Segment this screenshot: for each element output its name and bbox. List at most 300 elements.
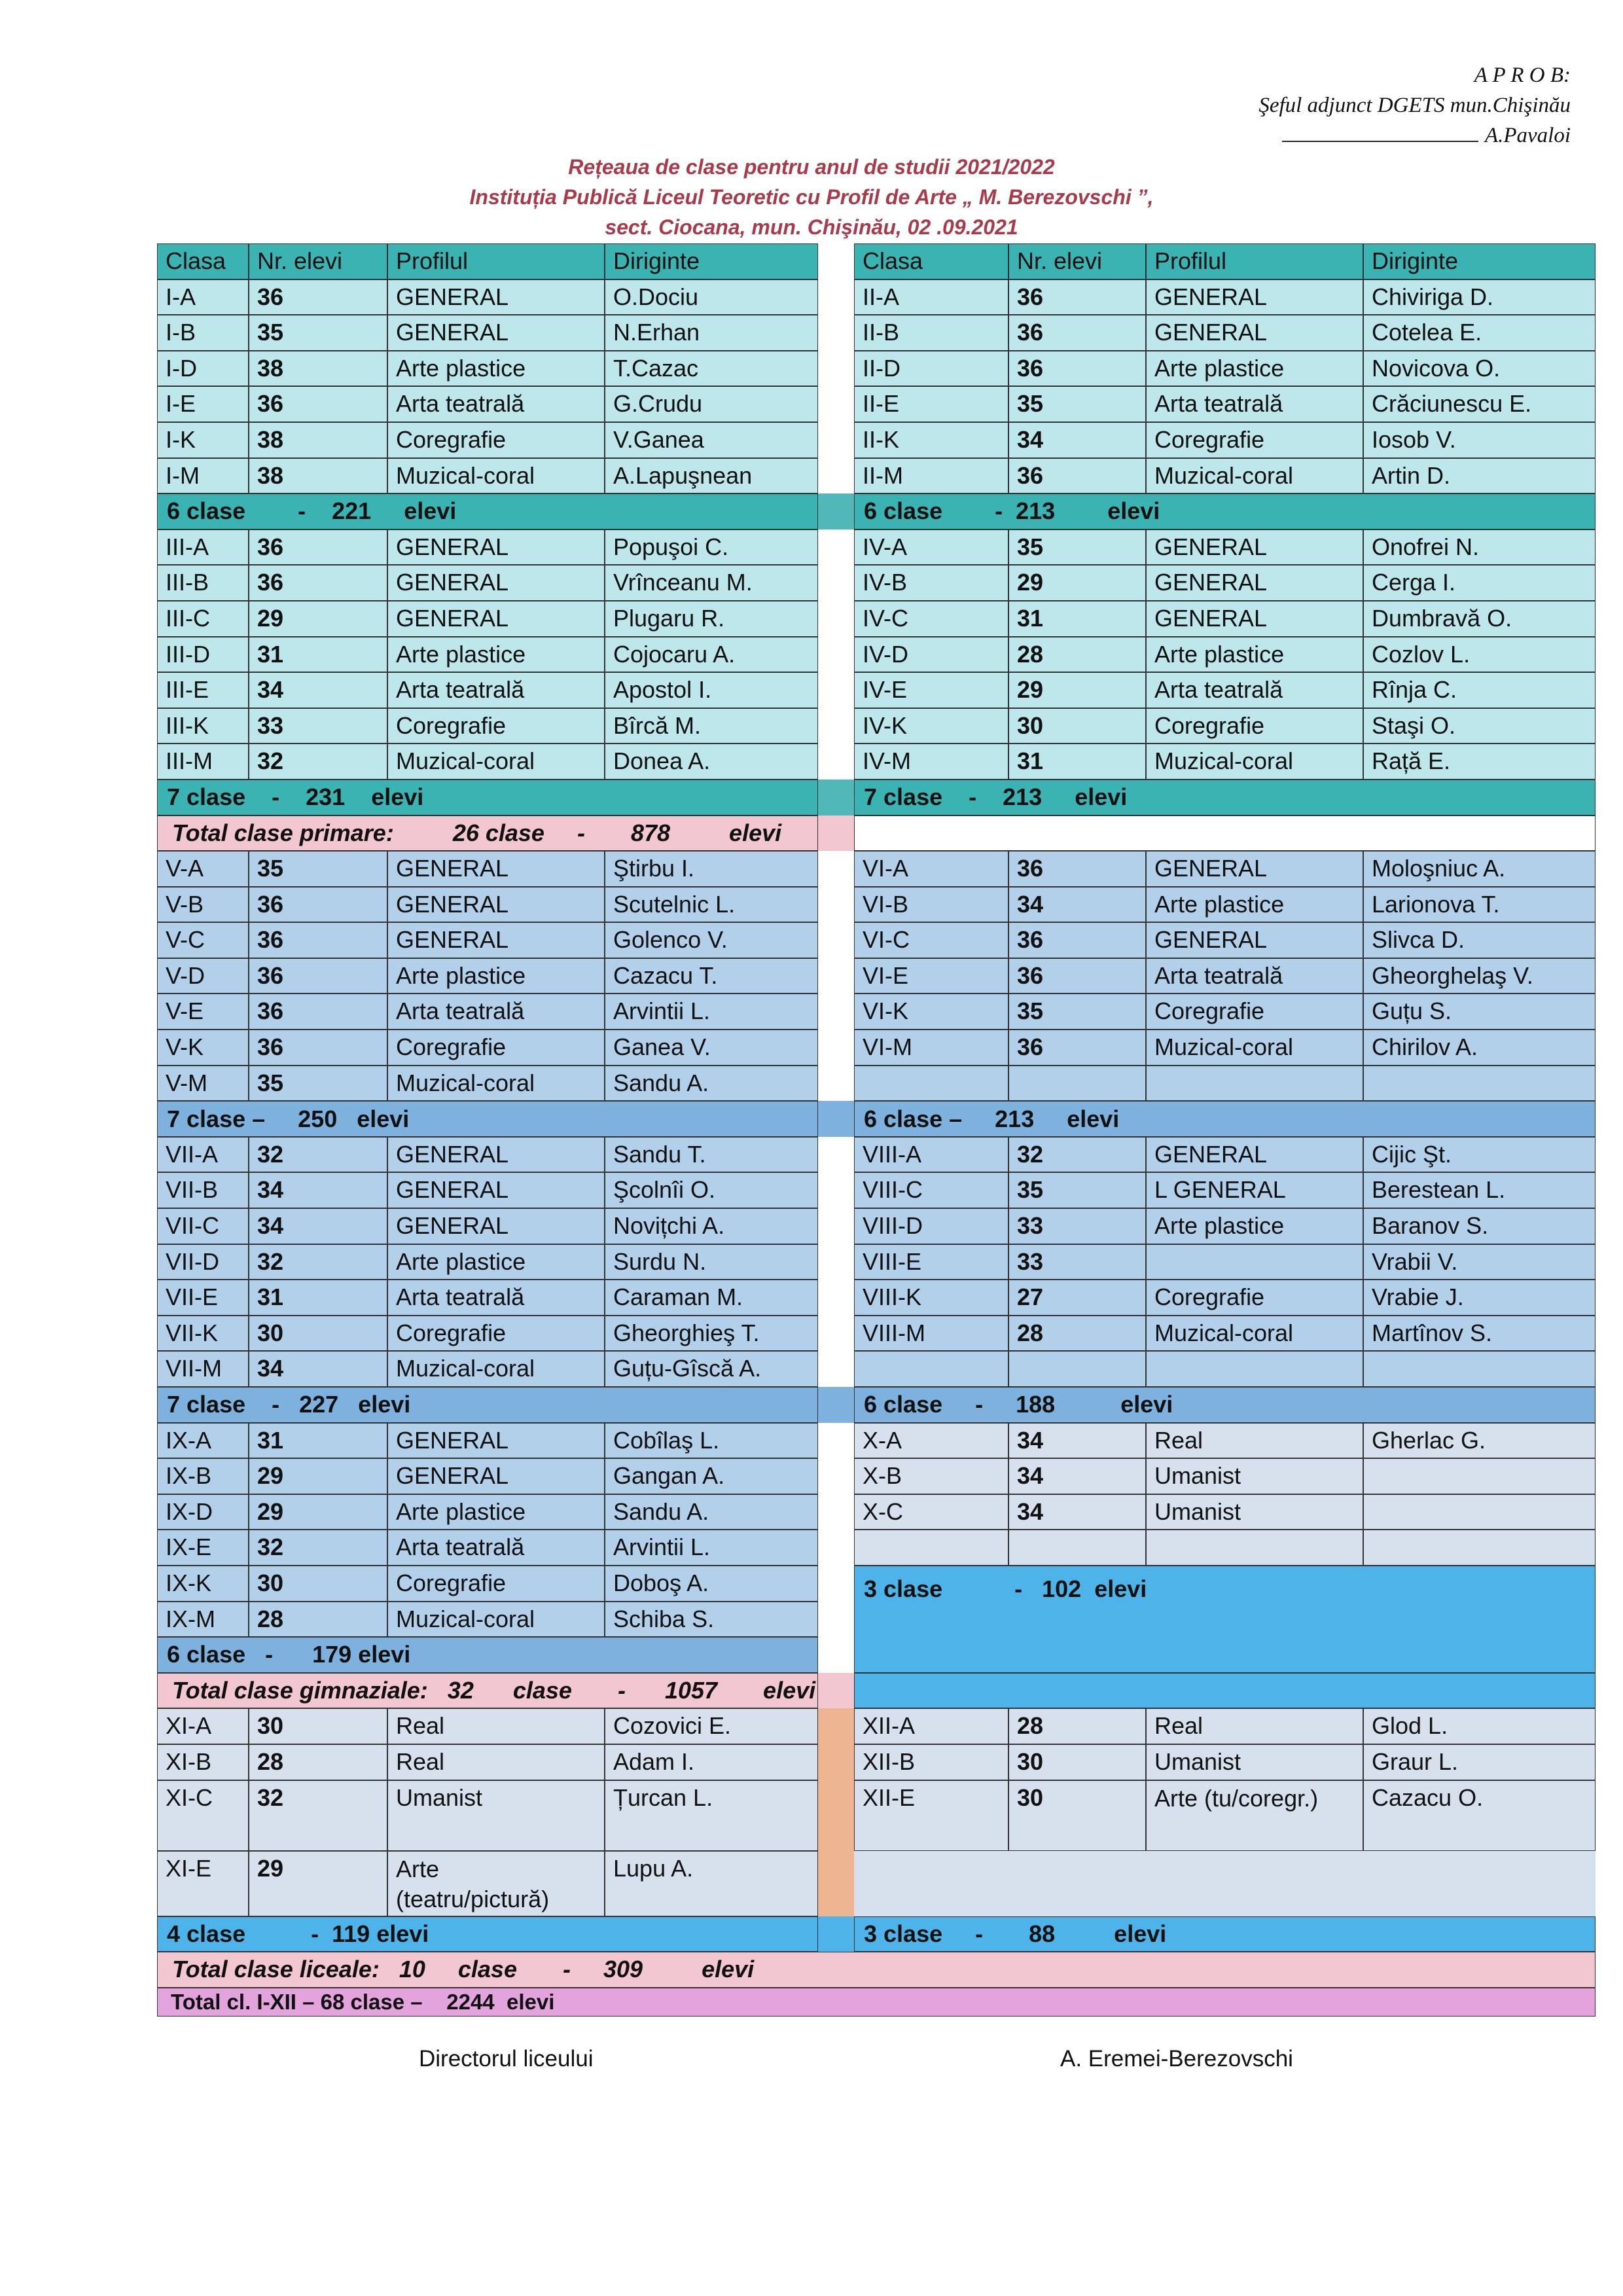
right-block (854, 851, 1596, 887)
column-gap (818, 708, 854, 744)
students-cell: 28 (1008, 1316, 1146, 1352)
table-row (157, 1137, 1596, 1173)
right-block (854, 1351, 1596, 1387)
summary-right: 3 clase - 88 elevi (854, 1916, 1596, 1952)
class-cell: III-C (157, 601, 249, 637)
approval-signer: A.Pavaloi (1484, 124, 1571, 147)
students-cell: 34 (249, 1172, 387, 1208)
class-cell: VI-B (854, 887, 1008, 923)
profile-cell: GENERAL (1146, 565, 1363, 601)
grand-total-row (157, 1988, 1596, 2017)
teacher-cell: Artin D. (1363, 458, 1596, 494)
teacher-cell (1363, 1458, 1596, 1494)
students-cell: 36 (249, 922, 387, 958)
table-row (157, 1494, 1596, 1530)
class-cell: I-E (157, 386, 249, 422)
teacher-cell: V.Ganea (605, 422, 818, 458)
heading-line-2: Instituția Publică Liceul Teoretic cu Profil de Arte „ M. Berezovschi ”, (469, 185, 1154, 209)
class-cell: II-K (854, 422, 1008, 458)
profile-cell: GENERAL (1146, 1137, 1363, 1173)
right-block (854, 279, 1596, 315)
column-gap (818, 1916, 854, 1952)
teacher-cell: Chiviriga D. (1363, 279, 1596, 315)
class-cell: IV-K (854, 708, 1008, 744)
teacher-cell: Arvintii L. (605, 1530, 818, 1566)
students-cell: 36 (1008, 851, 1146, 887)
left-block (157, 1602, 818, 1638)
teacher-cell: Moloşniuc A. (1363, 851, 1596, 887)
class-cell: VII-E (157, 1280, 249, 1316)
right-block (854, 887, 1596, 923)
profile-cell: Arte plastice (1146, 887, 1363, 923)
signature-blank (1282, 121, 1478, 142)
header-cell: Profilul (1146, 243, 1363, 279)
profile-cell: GENERAL (387, 565, 605, 601)
left-block (157, 1351, 818, 1387)
profile-cell: Arta teatrală (387, 672, 605, 708)
profile-cell: Muzical-coral (387, 1351, 605, 1387)
left-block (157, 351, 818, 387)
column-gap (818, 1066, 854, 1102)
column-gap (818, 1673, 854, 1709)
right-block (854, 1673, 1596, 1709)
table-row (157, 279, 1596, 315)
table-row (157, 637, 1596, 673)
profile-cell: GENERAL (1146, 279, 1363, 315)
column-gap (818, 1351, 854, 1387)
header-cell: Nr. elevi (1008, 243, 1146, 279)
teacher-cell: Caraman M. (605, 1280, 818, 1316)
students-cell: 31 (249, 1423, 387, 1459)
summary-row (157, 780, 1596, 816)
header-cell: Diriginte (1363, 243, 1596, 279)
students-cell: 28 (249, 1744, 387, 1780)
right-block (854, 458, 1596, 494)
teacher-cell: Slivca D. (1363, 922, 1596, 958)
profile-cell: GENERAL (1146, 601, 1363, 637)
teacher-cell: Cobîlaş L. (605, 1423, 818, 1459)
students-cell: 29 (249, 601, 387, 637)
teacher-cell: Rață E. (1363, 744, 1596, 780)
students-cell: 30 (249, 1566, 387, 1602)
class-cell: XI-B (157, 1744, 249, 1780)
class-cell: I-B (157, 315, 249, 351)
profile-cell: Coregrafie (1146, 1280, 1363, 1316)
table-row (157, 601, 1596, 637)
profile-cell: Arte plastice (387, 351, 605, 387)
table-row (157, 386, 1596, 422)
column-gap (818, 1280, 854, 1316)
left-block (157, 1208, 818, 1244)
profile-cell: GENERAL (387, 315, 605, 351)
teacher-cell: Cozlov L. (1363, 637, 1596, 673)
class-cell: III-K (157, 708, 249, 744)
right-block (854, 637, 1596, 673)
students-cell: 36 (249, 386, 387, 422)
column-gap (818, 851, 854, 887)
profile-cell: Arte (teatru/pictură) (387, 1851, 605, 1916)
profile-cell: Coregrafie (387, 708, 605, 744)
class-cell: I-A (157, 279, 249, 315)
class-cell: VII-K (157, 1316, 249, 1352)
header-cell: Clasa (854, 243, 1008, 279)
right-block (854, 351, 1596, 387)
right-block (854, 422, 1596, 458)
students-cell: 32 (249, 1244, 387, 1280)
profile-cell: Coregrafie (387, 1316, 605, 1352)
teacher-cell: Berestean L. (1363, 1172, 1596, 1208)
summary-left: 7 clase - 231 elevi (157, 780, 818, 816)
left-block (157, 1851, 818, 1916)
profile-cell: Coregrafie (387, 1030, 605, 1066)
column-gap (818, 1744, 854, 1780)
column-gap (818, 1172, 854, 1208)
profile-cell: Umanist (1146, 1458, 1363, 1494)
class-cell: V-K (157, 1030, 249, 1066)
heading-line-3: sect. Ciocana, mun. Chişinău, 02 .09.2021 (605, 215, 1018, 239)
teacher-cell: Cozovici E. (605, 1708, 818, 1744)
summary-right: 6 clase - 213 elevi (854, 493, 1596, 529)
class-cell: XII-B (854, 1744, 1008, 1780)
class-cell: IV-A (854, 529, 1008, 565)
teacher-cell (1363, 1066, 1596, 1102)
class-cell: XII-A (854, 1708, 1008, 1744)
column-gap (818, 386, 854, 422)
class-cell: VII-C (157, 1208, 249, 1244)
profile-cell: Umanist (1146, 1494, 1363, 1530)
profile-cell (1146, 1351, 1363, 1387)
teacher-cell: Crăciunescu E. (1363, 386, 1596, 422)
right-block (854, 1208, 1596, 1244)
students-cell: 36 (249, 565, 387, 601)
class-cell: XI-E (157, 1851, 249, 1916)
right-block (854, 744, 1596, 780)
left-block (157, 1030, 818, 1066)
right-block (854, 1316, 1596, 1352)
left-block (157, 1780, 818, 1851)
column-gap (818, 315, 854, 351)
left-block (157, 1916, 818, 1952)
right-block (854, 1744, 1596, 1780)
right-block (854, 529, 1596, 565)
left-block (157, 637, 818, 673)
teacher-cell: Gherlac G. (1363, 1423, 1596, 1459)
profile-cell: GENERAL (387, 922, 605, 958)
right-block (854, 958, 1596, 994)
profile-cell: Arte plastice (1146, 351, 1363, 387)
class-cell: IX-D (157, 1494, 249, 1530)
teacher-cell (1363, 1351, 1596, 1387)
class-cell: VIII-C (854, 1172, 1008, 1208)
teacher-cell: Baranov S. (1363, 1208, 1596, 1244)
teacher-cell: Surdu N. (605, 1244, 818, 1280)
director-title: Directorul liceului (419, 2046, 594, 2072)
teacher-cell: Țurcan L. (605, 1780, 818, 1851)
profile-cell: GENERAL (387, 1137, 605, 1173)
students-cell: 33 (1008, 1208, 1146, 1244)
students-cell: 38 (249, 422, 387, 458)
students-cell: 35 (1008, 386, 1146, 422)
class-cell: V-B (157, 887, 249, 923)
teacher-cell: Golenco V. (605, 922, 818, 958)
class-cell: III-B (157, 565, 249, 601)
summary-row (157, 493, 1596, 529)
students-cell: 32 (249, 1137, 387, 1173)
profile-cell: Real (387, 1708, 605, 1744)
students-cell: 34 (1008, 1494, 1146, 1530)
profile-cell: Arte plastice (1146, 637, 1363, 673)
column-gap (818, 601, 854, 637)
left-block (157, 672, 818, 708)
column-gap (818, 1137, 854, 1173)
table-row (157, 351, 1596, 387)
right-block (854, 315, 1596, 351)
grand-total: Total cl. I-XII – 68 clase – 2244 elevi (157, 1988, 1596, 2017)
teacher-cell: O.Dociu (605, 279, 818, 315)
teacher-cell: Ştirbu I. (605, 851, 818, 887)
right-block (854, 780, 1596, 816)
teacher-cell: Cerga I. (1363, 565, 1596, 601)
table-row (157, 1316, 1596, 1352)
right-block (854, 1066, 1596, 1102)
profile-cell: Arta teatrală (387, 1280, 605, 1316)
teacher-cell: Staşi O. (1363, 708, 1596, 744)
students-cell: 36 (249, 279, 387, 315)
teacher-cell: Plugaru R. (605, 601, 818, 637)
profile-cell: Umanist (1146, 1744, 1363, 1780)
teacher-cell: Cojocaru A. (605, 637, 818, 673)
class-cell (854, 1351, 1008, 1387)
students-cell: 27 (1008, 1280, 1146, 1316)
left-block (157, 1744, 818, 1780)
table-row (157, 1066, 1596, 1102)
students-cell: 34 (1008, 1423, 1146, 1459)
students-cell: 34 (1008, 1458, 1146, 1494)
summary-right: 6 clase – 213 elevi (854, 1101, 1596, 1137)
table-row (157, 1744, 1596, 1780)
profile-cell: GENERAL (387, 1208, 605, 1244)
profile-cell: Real (1146, 1423, 1363, 1459)
teacher-cell: Novicova O. (1363, 351, 1596, 387)
class-cell: I-M (157, 458, 249, 494)
right-block (854, 816, 1596, 852)
left-block (157, 493, 818, 529)
table-row (157, 1208, 1596, 1244)
column-gap (818, 529, 854, 565)
column-gap (818, 958, 854, 994)
column-gap (818, 1316, 854, 1352)
summary-right: 6 clase - 188 elevi (854, 1387, 1596, 1423)
column-gap (818, 816, 854, 852)
left-block (157, 422, 818, 458)
column-gap (818, 672, 854, 708)
students-cell: 36 (249, 994, 387, 1030)
table-row (157, 922, 1596, 958)
profile-cell: Arte (tu/coregr.) (1146, 1780, 1363, 1851)
class-cell: IX-E (157, 1530, 249, 1566)
left-block (157, 1566, 818, 1602)
left-block (157, 1244, 818, 1280)
right-block (854, 1851, 1596, 1916)
students-cell: 36 (1008, 315, 1146, 351)
students-cell: 34 (1008, 887, 1146, 923)
column-gap (818, 637, 854, 673)
total-primary: Total clase primare: 26 clase - 878 elevi (157, 816, 818, 852)
profile-cell: GENERAL (1146, 315, 1363, 351)
profile-cell: Arta teatrală (1146, 672, 1363, 708)
class-cell: II-M (854, 458, 1008, 494)
left-block (157, 744, 818, 780)
table-row (157, 744, 1596, 780)
right-block (854, 1244, 1596, 1280)
class-cell: VII-A (157, 1137, 249, 1173)
profile-cell: GENERAL (387, 601, 605, 637)
left-block (157, 887, 818, 923)
table-row (157, 672, 1596, 708)
students-cell: 30 (1008, 1780, 1146, 1851)
right-block (854, 1458, 1596, 1494)
students-cell: 35 (1008, 994, 1146, 1030)
teacher-cell: Popuşoi C. (605, 529, 818, 565)
table-row (157, 708, 1596, 744)
total-row (157, 816, 1596, 852)
right-block (854, 672, 1596, 708)
profile-cell: GENERAL (387, 1423, 605, 1459)
column-gap (818, 1851, 854, 1916)
class-cell: IV-D (854, 637, 1008, 673)
table-row (157, 1530, 1596, 1566)
students-cell: 28 (1008, 637, 1146, 673)
students-cell: 30 (249, 1316, 387, 1352)
students-cell: 32 (249, 744, 387, 780)
profile-cell: GENERAL (387, 1458, 605, 1494)
profile-cell: GENERAL (1146, 529, 1363, 565)
profile-cell: Real (387, 1744, 605, 1780)
students-cell: 34 (249, 1351, 387, 1387)
students-cell: 38 (249, 351, 387, 387)
class-cell: VI-E (854, 958, 1008, 994)
profile-cell: GENERAL (1146, 922, 1363, 958)
right-block (854, 1494, 1596, 1530)
teacher-cell: Şcolnîi O. (605, 1172, 818, 1208)
class-cell: IX-K (157, 1566, 249, 1602)
summary-left: 7 clase – 250 elevi (157, 1101, 818, 1137)
teacher-cell: G.Crudu (605, 386, 818, 422)
students-cell: 31 (1008, 744, 1146, 780)
students-cell: 36 (249, 958, 387, 994)
class-cell: II-D (854, 351, 1008, 387)
teacher-cell: Dumbravă O. (1363, 601, 1596, 637)
teacher-cell: Bîrcă M. (605, 708, 818, 744)
teacher-cell: Vrînceanu M. (605, 565, 818, 601)
summary-left: 6 clase - 179 elevi (157, 1637, 818, 1673)
left-block (157, 851, 818, 887)
column-gap (818, 780, 854, 816)
profile-cell: Coregrafie (1146, 422, 1363, 458)
table-row (157, 1280, 1596, 1316)
class-cell: I-D (157, 351, 249, 387)
document-heading (0, 152, 1623, 242)
students-cell: 34 (249, 672, 387, 708)
class-cell: VI-K (854, 994, 1008, 1030)
students-cell (1008, 1351, 1146, 1387)
header-cell: Profilul (387, 243, 605, 279)
profile-cell: Arte plastice (387, 958, 605, 994)
column-gap (818, 243, 854, 279)
teacher-cell: Cazacu T. (605, 958, 818, 994)
teacher-cell: Iosob V. (1363, 422, 1596, 458)
profile-cell: GENERAL (387, 887, 605, 923)
left-block (157, 1137, 818, 1173)
class-cell: VIII-A (854, 1137, 1008, 1173)
profile-cell (1146, 1066, 1363, 1102)
column-gap (818, 1244, 854, 1280)
column-gap (818, 1494, 854, 1530)
right-block (854, 708, 1596, 744)
students-cell: 32 (1008, 1137, 1146, 1173)
column-gap (818, 744, 854, 780)
profile-cell: Muzical-coral (387, 744, 605, 780)
teacher-cell: Arvintii L. (605, 994, 818, 1030)
teacher-cell (1363, 1494, 1596, 1530)
class-cell: IX-B (157, 1458, 249, 1494)
students-cell: 29 (249, 1458, 387, 1494)
column-gap (818, 1566, 854, 1673)
teacher-cell: Gheorghieş T. (605, 1316, 818, 1352)
profile-cell: GENERAL (387, 529, 605, 565)
left-block (157, 315, 818, 351)
table-row (157, 851, 1596, 887)
profile-cell: Muzical-coral (387, 1602, 605, 1638)
empty-cell (854, 816, 1596, 852)
summary-row (157, 1101, 1596, 1137)
students-cell: 36 (1008, 279, 1146, 315)
class-cell: XI-C (157, 1780, 249, 1851)
column-gap (818, 565, 854, 601)
class-cell: IV-M (854, 744, 1008, 780)
profile-cell: Arta teatrală (1146, 386, 1363, 422)
class-cell: V-M (157, 1066, 249, 1102)
class-cell: XI-A (157, 1708, 249, 1744)
teacher-cell: Novițchi A. (605, 1208, 818, 1244)
table-row (157, 994, 1596, 1030)
students-cell: 31 (1008, 601, 1146, 637)
column-gap (818, 493, 854, 529)
left-block (157, 1673, 818, 1709)
class-cell: VII-M (157, 1351, 249, 1387)
table-row (157, 1708, 1596, 1744)
left-block (157, 565, 818, 601)
table-row (157, 887, 1596, 923)
left-block (157, 1101, 818, 1137)
profile-cell: GENERAL (387, 1172, 605, 1208)
teacher-cell: Gangan A. (605, 1458, 818, 1494)
left-block (157, 1530, 818, 1566)
teacher-cell: A.Lapuşnean (605, 458, 818, 494)
class-network-table (157, 243, 1596, 2017)
left-block (157, 1458, 818, 1494)
class-cell: X-C (854, 1494, 1008, 1530)
table-row (157, 1351, 1596, 1387)
class-cell: III-A (157, 529, 249, 565)
class-cell: VII-B (157, 1172, 249, 1208)
table-row (157, 1423, 1596, 1459)
students-cell: 35 (1008, 1172, 1146, 1208)
teacher-cell: Cazacu O. (1363, 1780, 1596, 1851)
class-cell: VI-C (854, 922, 1008, 958)
profile-cell: Coregrafie (1146, 994, 1363, 1030)
merged-section (157, 1566, 1596, 1673)
